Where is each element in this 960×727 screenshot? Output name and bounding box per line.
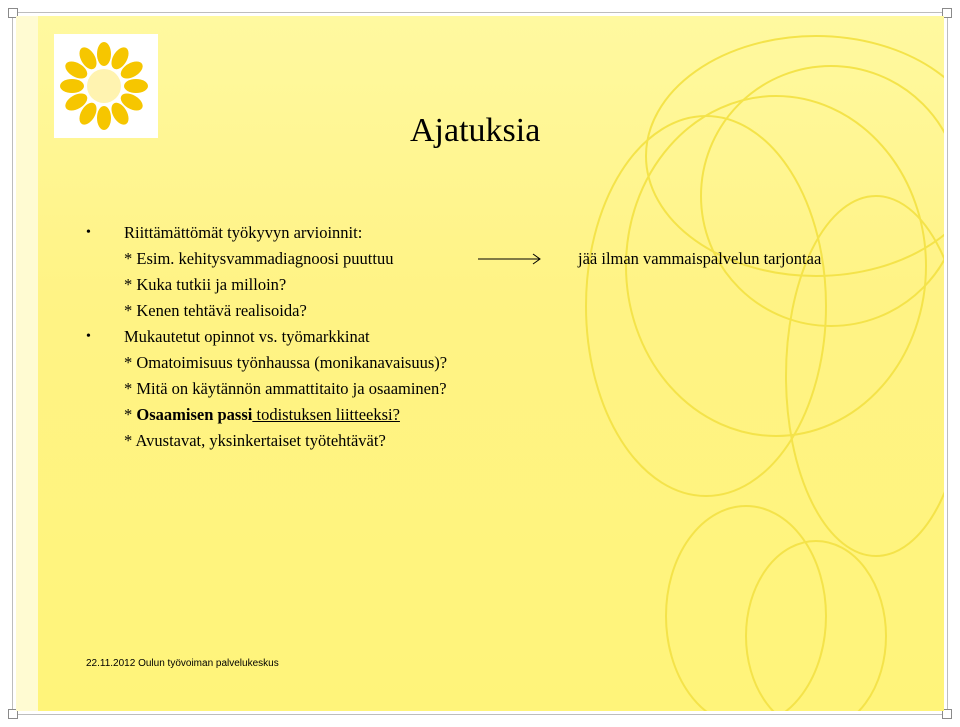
- slide-footer: 22.11.2012 Oulun työvoiman palvelukeskus: [86, 658, 279, 669]
- sub-item: [92, 376, 892, 402]
- sub-item: [92, 298, 892, 324]
- sub-item-prefix: *: [124, 405, 137, 424]
- sub-item: [92, 246, 892, 272]
- bullet-item-2: [86, 324, 892, 350]
- sub-item-underline: todistuksen liitteeksi?: [252, 405, 400, 424]
- sub-item: [92, 402, 892, 428]
- sub-item: [92, 272, 892, 298]
- sub-item: [92, 350, 892, 376]
- bullet-label: Riittämättömät työkyvyn arvioinnit:: [124, 223, 363, 242]
- sub-item-text: * Mitä on käytännön ammattitaito ja osaaminen?: [124, 379, 447, 398]
- sub-item: [92, 428, 892, 454]
- sub-item-text: * Kenen tehtävä realisoida?: [124, 301, 307, 320]
- sub-item-text: * Avustavat, yksinkertaiset työtehtävät?: [124, 431, 386, 450]
- bullet-item-1: [86, 220, 892, 246]
- bullet-dot-icon: •: [86, 329, 91, 344]
- slide-content: [86, 220, 892, 454]
- bullet-dot-icon: •: [86, 225, 91, 240]
- sub-item-note: jää ilman vammaispalvelun tarjontaa: [578, 249, 822, 268]
- bullet-label: Mukautetut opinnot vs. työmarkkinat: [124, 327, 370, 346]
- sub-item-text: * Esim. kehitysvammadiagnoosi puuttuu: [124, 249, 394, 268]
- sub-item-text: * Kuka tutkii ja milloin?: [124, 275, 287, 294]
- right-arrow-icon: [478, 251, 542, 267]
- sub-item-text: * Omatoimisuus työnhaussa (monikanavaisuus)?: [124, 353, 448, 372]
- slide-canvas: [16, 16, 944, 711]
- slide-title: Ajatuksia: [410, 112, 541, 149]
- sun-flower-logo-icon: [54, 34, 158, 138]
- sub-item-bold: Osaamisen passi: [136, 405, 253, 424]
